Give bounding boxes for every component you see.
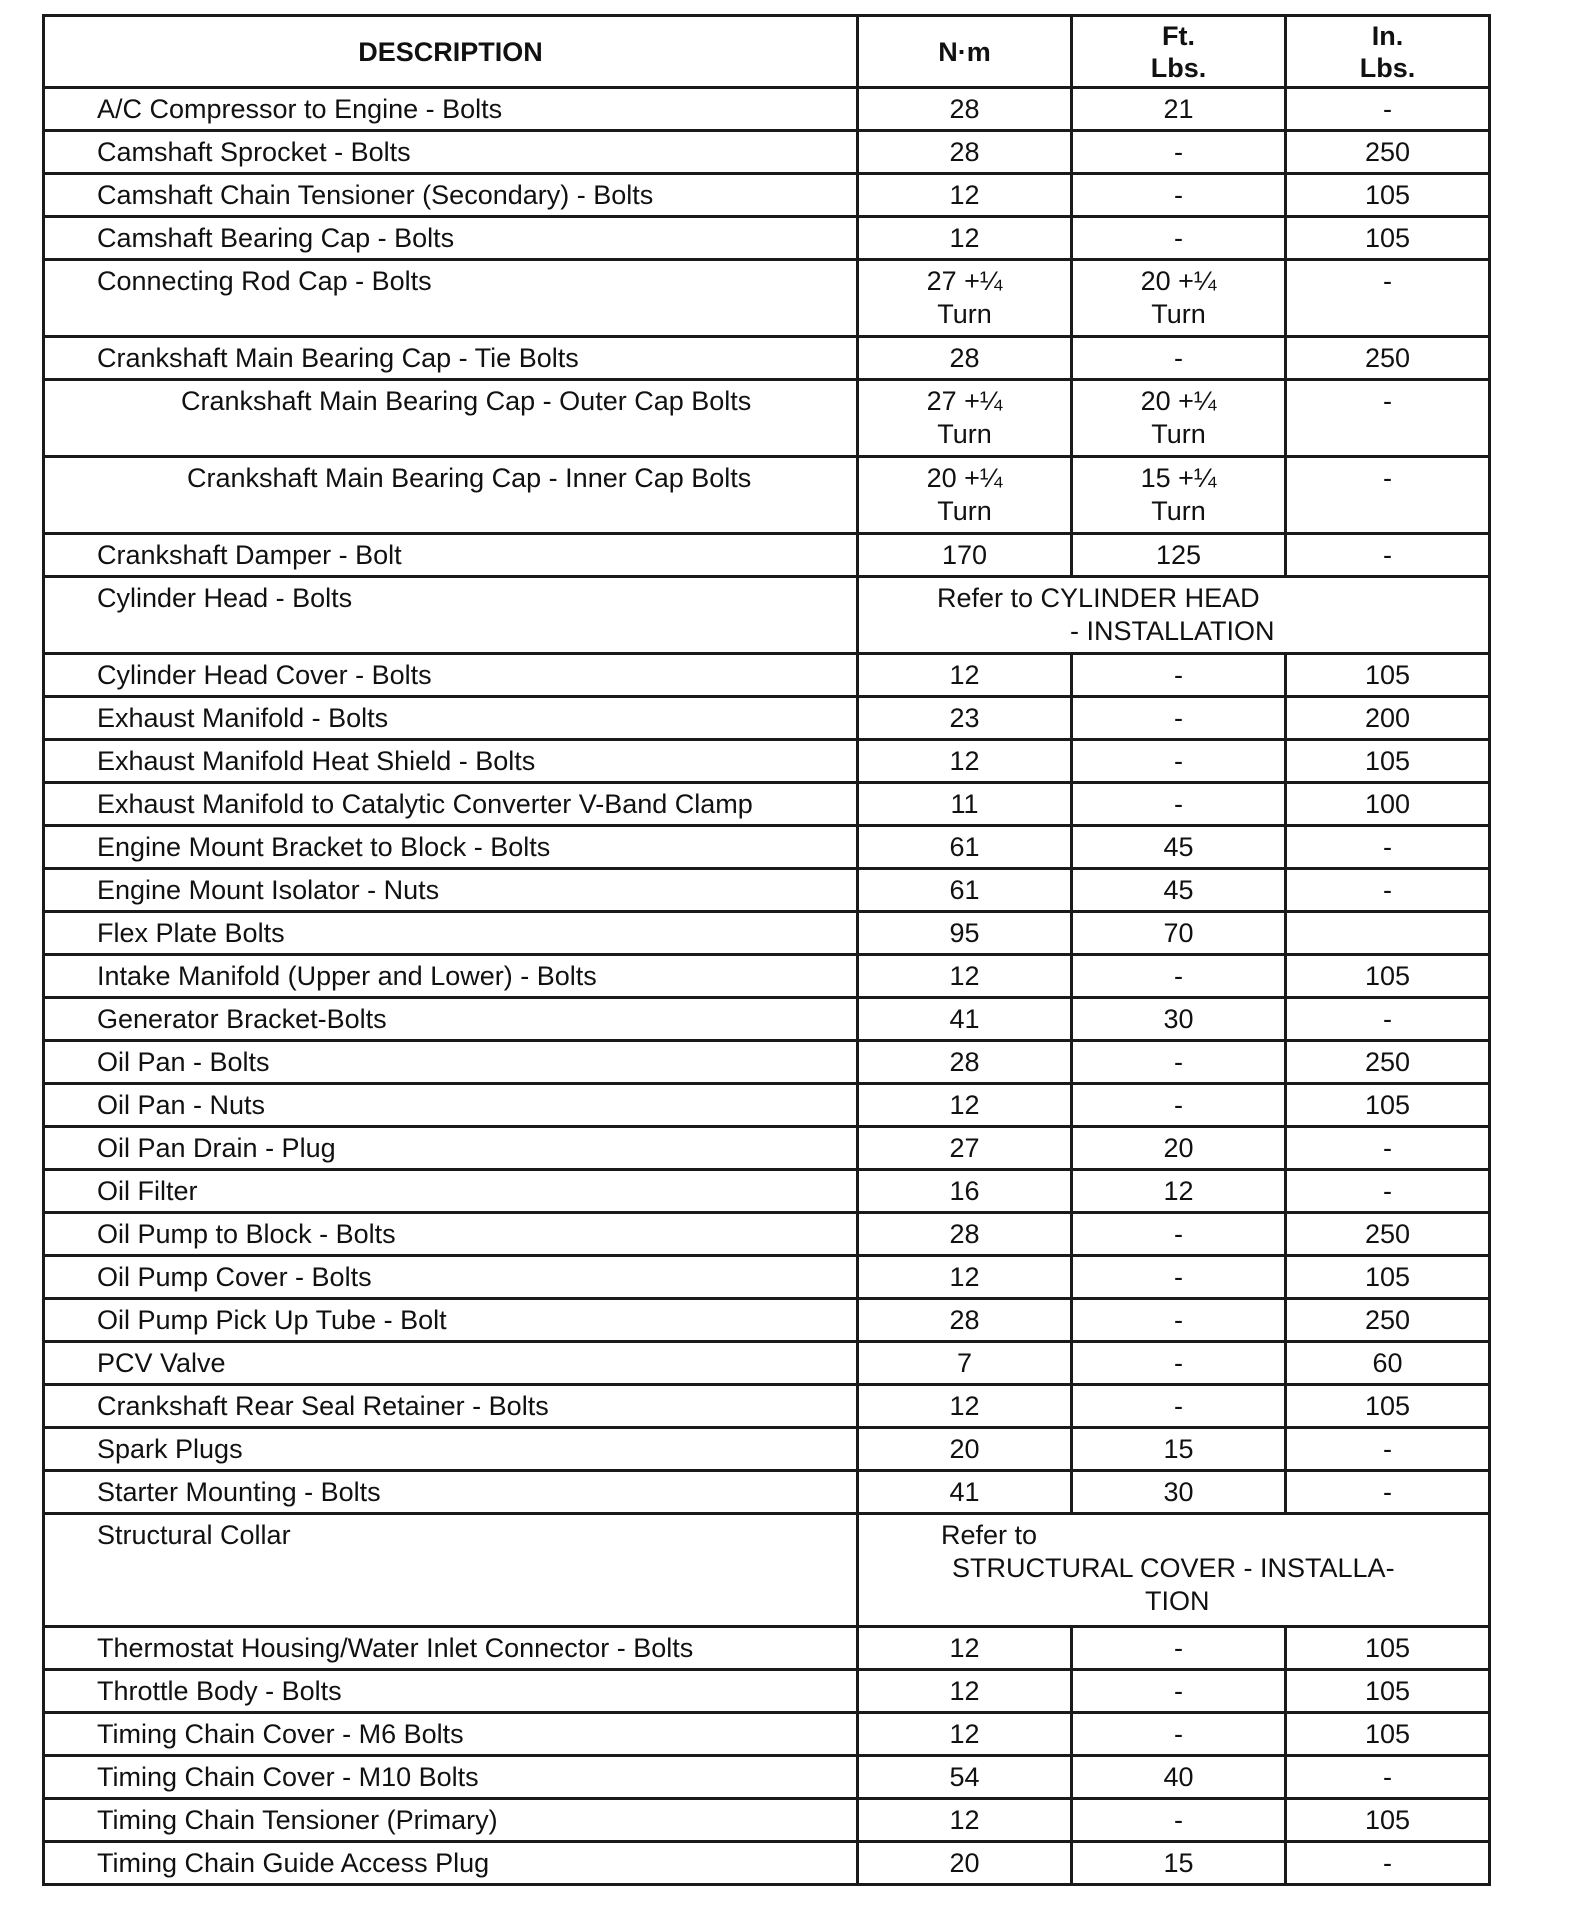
table-row bbox=[44, 1342, 1490, 1385]
row-nm: 95 bbox=[858, 912, 1072, 955]
row-ft-line2: Turn bbox=[1151, 496, 1206, 526]
row-refer-note bbox=[858, 577, 1490, 654]
row-nm: 28 bbox=[858, 1299, 1072, 1342]
row-description: Oil Pan - Bolts bbox=[44, 1041, 858, 1084]
row-in-lbs: - bbox=[1286, 88, 1490, 131]
row-ft-lbs bbox=[1072, 457, 1286, 534]
row-in-lbs: - bbox=[1286, 260, 1490, 337]
table-row bbox=[44, 577, 1490, 654]
header-ft-line1: Ft. bbox=[1162, 20, 1195, 51]
row-ft-lbs bbox=[1072, 260, 1286, 337]
table-row bbox=[44, 1670, 1490, 1713]
row-ft-lbs: - bbox=[1072, 1256, 1286, 1299]
row-nm: 41 bbox=[858, 998, 1072, 1041]
table-row bbox=[44, 337, 1490, 380]
table-row bbox=[44, 1299, 1490, 1342]
refer-line-1: Refer to bbox=[941, 1520, 1038, 1550]
row-nm: 16 bbox=[858, 1170, 1072, 1213]
row-nm: 12 bbox=[858, 1084, 1072, 1127]
row-ft-lbs: - bbox=[1072, 654, 1286, 697]
row-ft-lbs: - bbox=[1072, 217, 1286, 260]
row-description: Starter Mounting - Bolts bbox=[44, 1471, 858, 1514]
row-description: Oil Pump Cover - Bolts bbox=[44, 1256, 858, 1299]
row-in-lbs: 105 bbox=[1286, 740, 1490, 783]
row-nm: 11 bbox=[858, 783, 1072, 826]
row-description: Connecting Rod Cap - Bolts bbox=[44, 260, 858, 337]
row-in-lbs: 100 bbox=[1286, 783, 1490, 826]
refer-line-3: TION bbox=[1145, 1586, 1210, 1616]
row-ft-lbs: - bbox=[1072, 1041, 1286, 1084]
header-row bbox=[44, 16, 1490, 88]
table-row bbox=[44, 260, 1490, 337]
row-ft-line1: 15 +¼ bbox=[1140, 463, 1217, 493]
table-row bbox=[44, 1428, 1490, 1471]
row-nm: 61 bbox=[858, 869, 1072, 912]
row-ft-lbs bbox=[1072, 380, 1286, 457]
row-ft-lbs: - bbox=[1072, 1342, 1286, 1385]
row-ft-lbs: 45 bbox=[1072, 869, 1286, 912]
row-description: Camshaft Sprocket - Bolts bbox=[44, 131, 858, 174]
row-ft-line2: Turn bbox=[1151, 419, 1206, 449]
table-row bbox=[44, 88, 1490, 131]
row-ft-lbs: - bbox=[1072, 131, 1286, 174]
row-description: Spark Plugs bbox=[44, 1428, 858, 1471]
row-description: Cylinder Head - Bolts bbox=[44, 577, 858, 654]
header-ft-lbs bbox=[1072, 16, 1286, 88]
row-ft-lbs: - bbox=[1072, 174, 1286, 217]
table-row bbox=[44, 1756, 1490, 1799]
row-ft-lbs: 70 bbox=[1072, 912, 1286, 955]
row-description: Crankshaft Damper - Bolt bbox=[44, 534, 858, 577]
row-in-lbs: - bbox=[1286, 1428, 1490, 1471]
table-row bbox=[44, 1385, 1490, 1428]
row-nm: 28 bbox=[858, 1213, 1072, 1256]
header-in-lbs bbox=[1286, 16, 1490, 88]
refer-line-2: - INSTALLATION bbox=[1070, 616, 1275, 646]
row-description: Generator Bracket-Bolts bbox=[44, 998, 858, 1041]
table-row bbox=[44, 654, 1490, 697]
row-nm: 54 bbox=[858, 1756, 1072, 1799]
row-nm: 27 bbox=[858, 1127, 1072, 1170]
row-description: Crankshaft Rear Seal Retainer - Bolts bbox=[44, 1385, 858, 1428]
row-in-lbs: 250 bbox=[1286, 1041, 1490, 1084]
row-ft-line1: 20 +¼ bbox=[1140, 386, 1217, 416]
row-ft-lbs: - bbox=[1072, 1627, 1286, 1670]
row-ft-line1: 20 +¼ bbox=[1140, 266, 1217, 296]
row-in-lbs: 250 bbox=[1286, 337, 1490, 380]
row-description: Camshaft Chain Tensioner (Secondary) - Bolts bbox=[44, 174, 858, 217]
refer-line-2: STRUCTURAL COVER - INSTALLA- bbox=[952, 1553, 1395, 1583]
row-in-lbs: 105 bbox=[1286, 1256, 1490, 1299]
row-description: Oil Pan - Nuts bbox=[44, 1084, 858, 1127]
table-row bbox=[44, 783, 1490, 826]
row-in-lbs: - bbox=[1286, 380, 1490, 457]
row-description: Timing Chain Cover - M10 Bolts bbox=[44, 1756, 858, 1799]
row-nm-line1: 27 +¼ bbox=[926, 386, 1003, 416]
row-in-lbs: 105 bbox=[1286, 1084, 1490, 1127]
row-description: Timing Chain Cover - M6 Bolts bbox=[44, 1713, 858, 1756]
row-in-lbs: - bbox=[1286, 457, 1490, 534]
row-description: Intake Manifold (Upper and Lower) - Bolts bbox=[44, 955, 858, 998]
row-nm: 20 bbox=[858, 1428, 1072, 1471]
row-description: Exhaust Manifold Heat Shield - Bolts bbox=[44, 740, 858, 783]
table-row bbox=[44, 998, 1490, 1041]
row-description: Crankshaft Main Bearing Cap - Inner Cap Bolts bbox=[44, 457, 858, 534]
row-ft-lbs: - bbox=[1072, 1385, 1286, 1428]
row-nm-line1: 27 +¼ bbox=[926, 266, 1003, 296]
row-in-lbs: - bbox=[1286, 998, 1490, 1041]
row-in-lbs: 105 bbox=[1286, 1670, 1490, 1713]
row-in-lbs: 250 bbox=[1286, 1299, 1490, 1342]
row-ft-lbs: 125 bbox=[1072, 534, 1286, 577]
row-description: A/C Compressor to Engine - Bolts bbox=[44, 88, 858, 131]
row-nm: 12 bbox=[858, 1799, 1072, 1842]
row-ft-lbs: - bbox=[1072, 740, 1286, 783]
row-description: Exhaust Manifold to Catalytic Converter V-Band Clamp bbox=[44, 783, 858, 826]
row-in-lbs: 250 bbox=[1286, 131, 1490, 174]
row-in-lbs: 105 bbox=[1286, 1385, 1490, 1428]
table-row bbox=[44, 217, 1490, 260]
row-description: Crankshaft Main Bearing Cap - Outer Cap Bolts bbox=[44, 380, 858, 457]
header-ft-line2: Lbs. bbox=[1150, 52, 1207, 83]
row-ft-lbs: - bbox=[1072, 955, 1286, 998]
row-ft-lbs: - bbox=[1072, 783, 1286, 826]
row-in-lbs: 105 bbox=[1286, 217, 1490, 260]
table-row bbox=[44, 380, 1490, 457]
table-row bbox=[44, 912, 1490, 955]
table-row bbox=[44, 1842, 1490, 1885]
row-in-lbs: 105 bbox=[1286, 174, 1490, 217]
row-nm: 28 bbox=[858, 1041, 1072, 1084]
row-nm bbox=[858, 260, 1072, 337]
row-nm-line1: 20 +¼ bbox=[926, 463, 1003, 493]
row-in-lbs: 105 bbox=[1286, 1799, 1490, 1842]
row-description: Oil Pump to Block - Bolts bbox=[44, 1213, 858, 1256]
table-row bbox=[44, 1127, 1490, 1170]
table-row bbox=[44, 1256, 1490, 1299]
header-nm: N·m bbox=[858, 16, 1072, 88]
row-nm-line2: Turn bbox=[937, 496, 992, 526]
table-row bbox=[44, 869, 1490, 912]
table-row bbox=[44, 457, 1490, 534]
refer-line-1: Refer to CYLINDER HEAD bbox=[937, 583, 1260, 613]
row-description: Oil Pan Drain - Plug bbox=[44, 1127, 858, 1170]
row-description: Oil Pump Pick Up Tube - Bolt bbox=[44, 1299, 858, 1342]
table-row bbox=[44, 1514, 1490, 1627]
row-ft-lbs: - bbox=[1072, 1713, 1286, 1756]
row-nm: 12 bbox=[858, 1670, 1072, 1713]
row-nm bbox=[858, 457, 1072, 534]
row-ft-lbs: - bbox=[1072, 337, 1286, 380]
row-description: Engine Mount Bracket to Block - Bolts bbox=[44, 826, 858, 869]
table-row bbox=[44, 740, 1490, 783]
row-nm: 20 bbox=[858, 1842, 1072, 1885]
table-row bbox=[44, 697, 1490, 740]
row-nm: 61 bbox=[858, 826, 1072, 869]
row-nm: 23 bbox=[858, 697, 1072, 740]
row-description: Timing Chain Guide Access Plug bbox=[44, 1842, 858, 1885]
table-row bbox=[44, 955, 1490, 998]
row-nm: 28 bbox=[858, 131, 1072, 174]
row-nm: 7 bbox=[858, 1342, 1072, 1385]
row-ft-lbs: 30 bbox=[1072, 998, 1286, 1041]
row-nm: 12 bbox=[858, 1627, 1072, 1670]
row-refer-note bbox=[858, 1514, 1490, 1627]
table-row bbox=[44, 1041, 1490, 1084]
row-description: Thermostat Housing/Water Inlet Connector - Bolts bbox=[44, 1627, 858, 1670]
row-nm: 12 bbox=[858, 654, 1072, 697]
row-description: Timing Chain Tensioner (Primary) bbox=[44, 1799, 858, 1842]
row-ft-lbs: 21 bbox=[1072, 88, 1286, 131]
row-in-lbs: - bbox=[1286, 1756, 1490, 1799]
row-in-lbs: 105 bbox=[1286, 654, 1490, 697]
row-ft-lbs: 45 bbox=[1072, 826, 1286, 869]
row-ft-lbs: - bbox=[1072, 1213, 1286, 1256]
row-description: Structural Collar bbox=[44, 1514, 858, 1627]
row-in-lbs: 105 bbox=[1286, 955, 1490, 998]
header-description: DESCRIPTION bbox=[44, 16, 858, 88]
table-row bbox=[44, 1799, 1490, 1842]
row-in-lbs: 250 bbox=[1286, 1213, 1490, 1256]
row-nm: 12 bbox=[858, 955, 1072, 998]
table-row bbox=[44, 131, 1490, 174]
row-in-lbs: - bbox=[1286, 1471, 1490, 1514]
row-nm: 170 bbox=[858, 534, 1072, 577]
row-in-lbs: 105 bbox=[1286, 1713, 1490, 1756]
row-nm: 41 bbox=[858, 1471, 1072, 1514]
torque-specification-table bbox=[42, 14, 1491, 1886]
row-nm: 28 bbox=[858, 88, 1072, 131]
row-nm-line2: Turn bbox=[937, 299, 992, 329]
row-ft-lbs: 15 bbox=[1072, 1842, 1286, 1885]
row-description: Exhaust Manifold - Bolts bbox=[44, 697, 858, 740]
table-row bbox=[44, 174, 1490, 217]
row-description: Cylinder Head Cover - Bolts bbox=[44, 654, 858, 697]
row-ft-lbs: 12 bbox=[1072, 1170, 1286, 1213]
row-in-lbs: - bbox=[1286, 869, 1490, 912]
row-ft-lbs: 20 bbox=[1072, 1127, 1286, 1170]
table-row bbox=[44, 1084, 1490, 1127]
table-row bbox=[44, 1471, 1490, 1514]
row-in-lbs: 60 bbox=[1286, 1342, 1490, 1385]
row-ft-lbs: - bbox=[1072, 1670, 1286, 1713]
row-description: Camshaft Bearing Cap - Bolts bbox=[44, 217, 858, 260]
row-nm: 12 bbox=[858, 1713, 1072, 1756]
row-description: Flex Plate Bolts bbox=[44, 912, 858, 955]
row-ft-lbs: - bbox=[1072, 1299, 1286, 1342]
row-ft-lbs: 30 bbox=[1072, 1471, 1286, 1514]
row-description: Throttle Body - Bolts bbox=[44, 1670, 858, 1713]
row-in-lbs: - bbox=[1286, 826, 1490, 869]
row-ft-lbs: 40 bbox=[1072, 1756, 1286, 1799]
row-ft-lbs: 15 bbox=[1072, 1428, 1286, 1471]
row-ft-line2: Turn bbox=[1151, 299, 1206, 329]
row-in-lbs bbox=[1286, 912, 1490, 955]
row-description: PCV Valve bbox=[44, 1342, 858, 1385]
row-description: Crankshaft Main Bearing Cap - Tie Bolts bbox=[44, 337, 858, 380]
row-description: Oil Filter bbox=[44, 1170, 858, 1213]
row-nm: 28 bbox=[858, 337, 1072, 380]
row-ft-lbs: - bbox=[1072, 697, 1286, 740]
table-row bbox=[44, 826, 1490, 869]
table-row bbox=[44, 1213, 1490, 1256]
row-in-lbs: - bbox=[1286, 1170, 1490, 1213]
row-nm: 12 bbox=[858, 174, 1072, 217]
row-in-lbs: - bbox=[1286, 534, 1490, 577]
row-nm: 12 bbox=[858, 740, 1072, 783]
row-description: Engine Mount Isolator - Nuts bbox=[44, 869, 858, 912]
row-in-lbs: 200 bbox=[1286, 697, 1490, 740]
table-row bbox=[44, 534, 1490, 577]
row-nm bbox=[858, 380, 1072, 457]
header-in-line2: Lbs. bbox=[1359, 52, 1416, 83]
table-row bbox=[44, 1713, 1490, 1756]
header-in-line1: In. bbox=[1371, 20, 1404, 51]
row-nm: 12 bbox=[858, 217, 1072, 260]
table-row bbox=[44, 1627, 1490, 1670]
row-in-lbs: 105 bbox=[1286, 1627, 1490, 1670]
row-in-lbs: - bbox=[1286, 1842, 1490, 1885]
row-ft-lbs: - bbox=[1072, 1799, 1286, 1842]
row-ft-lbs: - bbox=[1072, 1084, 1286, 1127]
row-in-lbs: - bbox=[1286, 1127, 1490, 1170]
table-row bbox=[44, 1170, 1490, 1213]
row-nm-line2: Turn bbox=[937, 419, 992, 449]
row-nm: 12 bbox=[858, 1385, 1072, 1428]
row-nm: 12 bbox=[858, 1256, 1072, 1299]
